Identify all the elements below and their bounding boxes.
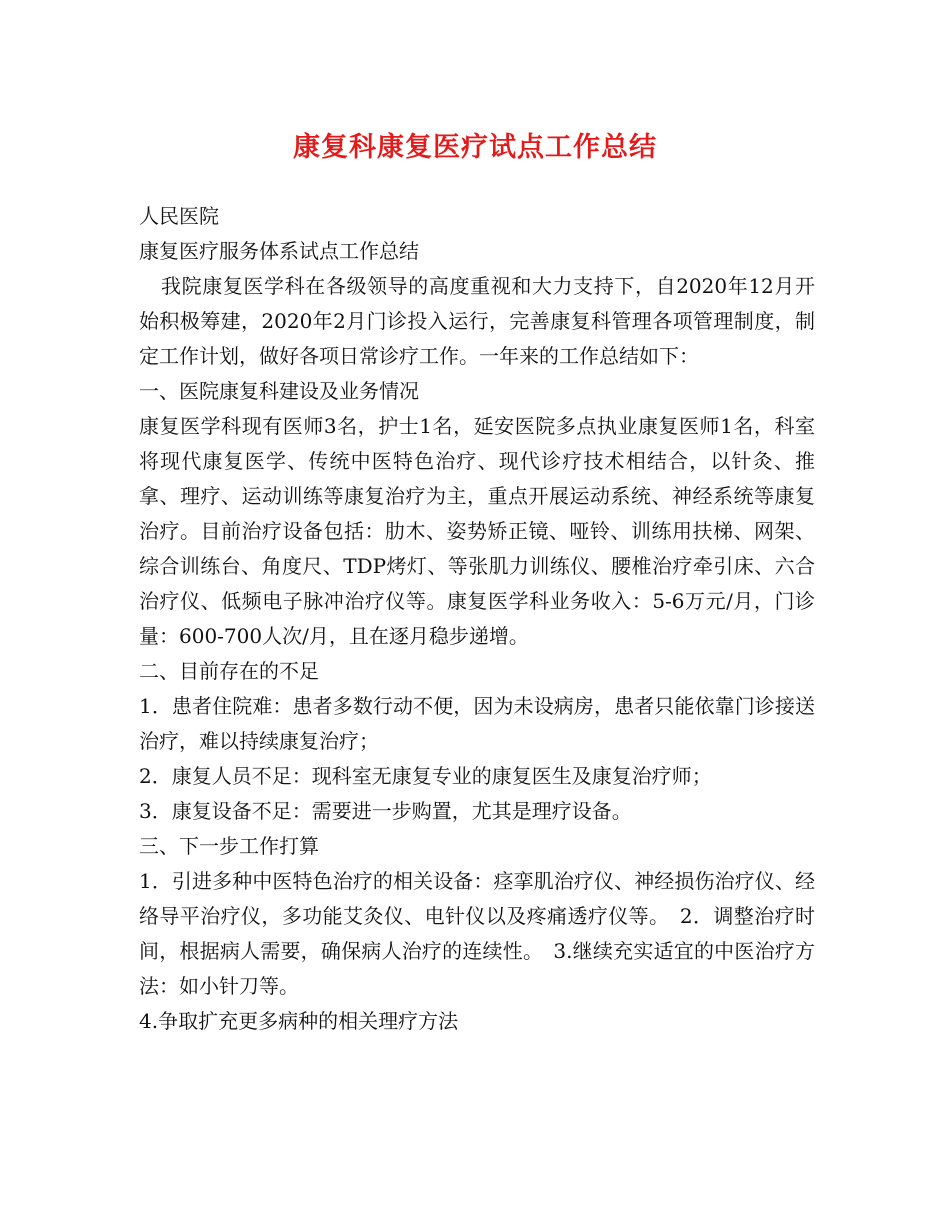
section-2-item-2: 2．康复人员不足：现科室无康复专业的康复医生及康复治疗师； — [139, 764, 712, 788]
section-2-item-3: 3．康复设备不足：需要进一步购置，尤其是理疗设备。 — [139, 799, 632, 823]
document-subtitle: 康复医疗服务体系试点工作总结 — [139, 239, 419, 263]
section-2-item-1: 1．患者住院难：患者多数行动不便，因为未设病房，患者只能依靠门诊接送治疗，难以持续康复治疗； — [139, 694, 815, 753]
document-body — [139, 199, 815, 1039]
section-heading-2: 二、目前存在的不足 — [139, 659, 319, 683]
section-3-items-1-3: 1．引进多种中医特色治疗的相关设备：痉挛肌治疗仪、神经损伤治疗仪、经络导平治疗仪，多功能艾灸仪、电针仪以及疼痛透疗仪等。 2．调整治疗时间，根据病人需要，确保病人治疗的连续性。 3.继续充实适宜的中医治疗方法：如小针刀等。 — [139, 869, 815, 998]
section-3-item-4: 4.争取扩充更多病种的相关理疗方法 — [139, 1009, 459, 1033]
document-title: 康复科康复医疗试点工作总结 — [293, 132, 657, 163]
section-heading-3: 三、下一步工作打算 — [139, 834, 319, 858]
intro-paragraph: 我院康复医学科在各级领导的高度重视和大力支持下，自2020年12月开始积极筹建，2020年2月门诊投入运行，完善康复科管理各项管理制度，制定工作计划，做好各项日常诊疗工作。一年来的工作总结如下： — [139, 274, 815, 368]
organization-name: 人民医院 — [139, 204, 219, 228]
section-heading-1: 一、医院康复科建设及业务情况 — [139, 379, 419, 403]
section-1-paragraph: 康复医学科现有医师3名，护士1名，延安医院多点执业康复医师1名，科室将现代康复医学、传统中医特色治疗、现代诊疗技术相结合，以针灸、推拿、理疗、运动训练等康复治疗为主，重点开展运动系统、神经系统等康复治疗。目前治疗设备包括：肋木、姿势矫正镜、哑铃、训练用扶梯、网架、综合训练台、角度尺、TDP烤灯、等张肌力训练仪、腰椎治疗牵引床、六合治疗仪、低频电子脉冲治疗仪等。康复医学科业务收入：5-6万元/月，门诊量：600-700人次/月，且在逐月稳步递增。 — [139, 414, 815, 648]
